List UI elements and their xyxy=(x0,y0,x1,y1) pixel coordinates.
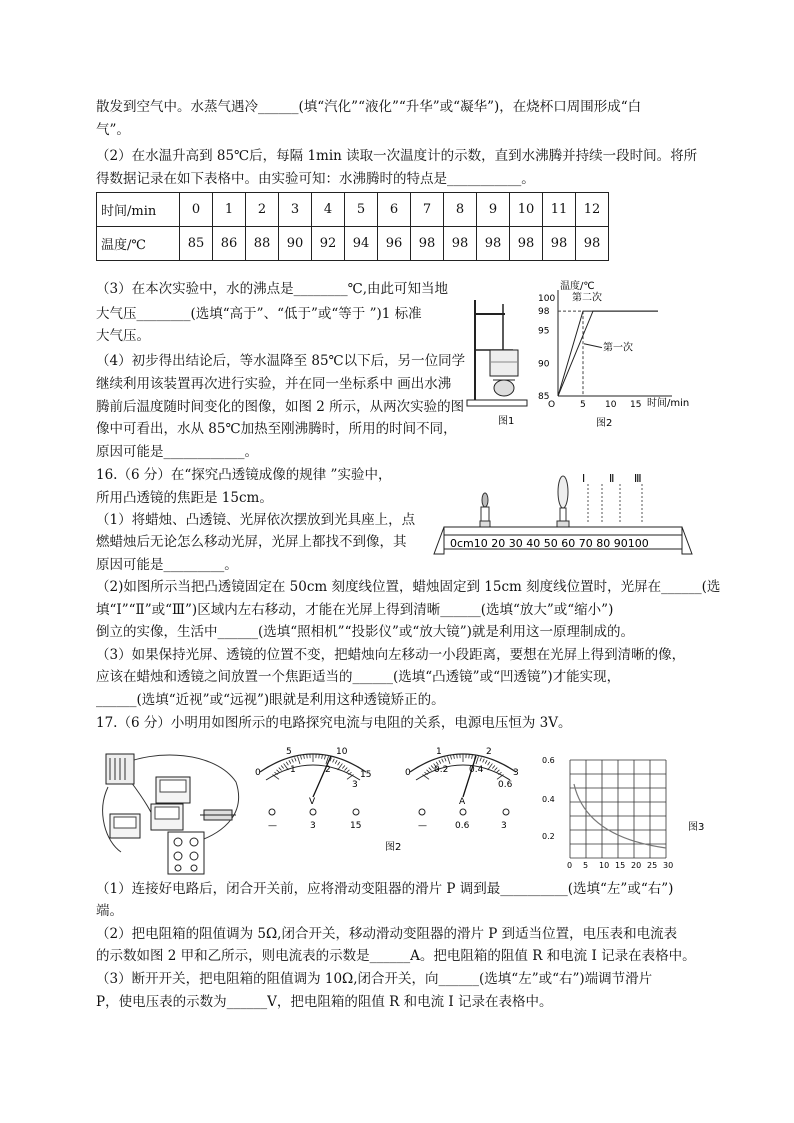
table-cell: 3 xyxy=(279,193,312,227)
y-tick-label: 0.6 xyxy=(542,756,555,765)
table-cell: 98 xyxy=(510,227,543,261)
meter-tick xyxy=(319,754,320,758)
text-line: 端。 xyxy=(96,903,123,919)
table-cell: 9 xyxy=(477,193,510,227)
y-tick-label: 0.2 xyxy=(542,832,555,841)
meter-tick xyxy=(451,756,452,760)
x-tick-label: 5 xyxy=(580,400,586,410)
text-line: 应该在蜡烛和透镜之间放置一个焦距适当的______(选填“凸透镜”或“凹透镜”)才能实现， xyxy=(96,669,621,685)
text-line: 倒立的实像，生活中______(选填“照相机”“投影仪”或“放大镜”)就是利用这一原理制成的。 xyxy=(96,624,634,640)
meter-tick xyxy=(289,760,291,764)
meter-tick xyxy=(492,765,495,768)
meter-tick xyxy=(304,755,305,759)
meter-tick xyxy=(442,759,444,763)
table-row xyxy=(97,227,609,261)
text-line: 大气压________(选填“高于”、“低于”或“等于 ”)1 标准 xyxy=(96,306,422,322)
voltmeter-terminal-15: 15 xyxy=(350,821,362,831)
table-header-time: 时间/min xyxy=(97,193,180,227)
y-tick-label: 85 xyxy=(538,392,550,402)
table-cell: 98 xyxy=(477,227,510,261)
fig1-caption: 图1 xyxy=(498,416,515,427)
region-label-2: Ⅱ xyxy=(609,472,615,485)
meter-tick xyxy=(292,759,294,763)
meter-tick xyxy=(497,770,500,773)
text-line: （2)如图所示当把凸透镜固定在 50cm 刻度线位置，蜡烛固定到 15cm 刻度线位置时，光屏在______(选 xyxy=(96,579,721,595)
y-tick-label: 90 xyxy=(538,359,550,370)
ammeter-upper-3: 3 xyxy=(513,768,519,778)
x-tick-label: 30 xyxy=(663,861,674,870)
ammeter-lower-06: 0.6 xyxy=(498,780,513,790)
current-resistance-graph xyxy=(538,752,718,877)
meter-tick xyxy=(494,768,497,771)
x-tick-label: 25 xyxy=(647,861,658,870)
y-tick-label: 100 xyxy=(538,294,556,304)
table-header-temp: 温度/℃ xyxy=(97,227,180,261)
meter-tick xyxy=(476,756,478,764)
table-cell: 7 xyxy=(411,193,444,227)
meter-tick xyxy=(273,775,279,780)
series-line-1 xyxy=(558,311,658,396)
table-row xyxy=(97,193,609,227)
ammeter-lower-02: 0.2 xyxy=(434,765,449,775)
text-line: （4）初步得出结论后，等水温降至 85℃以下后，另一位同学 xyxy=(96,353,466,369)
voltmeter-end-15: 15 xyxy=(360,770,372,780)
text-line: 所用凸透镜的焦距是 15cm。 xyxy=(96,490,273,506)
voltmeter-terminal-neg: — xyxy=(268,821,277,831)
circuit-diagram xyxy=(96,742,246,877)
boiling-apparatus-figure xyxy=(465,290,535,430)
ammeter-lower-04: 0.4 xyxy=(469,765,484,775)
table-cell: 98 xyxy=(444,227,477,261)
x-tick-label: 10 xyxy=(605,400,617,410)
meters-figure xyxy=(248,742,538,854)
meter-tick xyxy=(429,768,432,771)
voltmeter-lower-3: 3 xyxy=(352,780,358,790)
ammeter-terminal-06: 0.6 xyxy=(455,821,470,831)
table-cell: 98 xyxy=(411,227,444,261)
meter-tick xyxy=(485,760,487,764)
table-cell: 90 xyxy=(279,227,312,261)
meter-tick xyxy=(347,770,350,773)
meter-tick xyxy=(277,770,280,773)
x-tick-label: 0 xyxy=(567,861,573,870)
meter-tick xyxy=(483,759,485,763)
table-cell: 8 xyxy=(444,193,477,227)
table-cell: 2 xyxy=(246,193,279,227)
ammeter-unit: A xyxy=(459,797,466,807)
voltmeter-upper-5: 5 xyxy=(286,747,292,757)
boiling-temperature-chart xyxy=(532,278,712,433)
meter-tick xyxy=(454,755,455,759)
x-tick-label: 15 xyxy=(615,861,626,870)
meter-tick xyxy=(497,775,503,780)
bench-scale: 0cm10 20 30 40 50 60 70 80 90100 xyxy=(450,537,649,550)
meter-tick xyxy=(298,756,300,764)
text-line: 17.（6 分）小明用如图所示的电路探究电流与电阻的关系，电源电压恒为 3V。 xyxy=(96,715,572,731)
meter-tick xyxy=(322,755,323,759)
meter-tick xyxy=(457,754,458,758)
text-line: （2）把电阻箱的阻值调为 5Ω,闭合开关，移动滑动变阻器的滑片 P 到适当位置，电压表和电流表 xyxy=(96,926,678,942)
table-cell: 10 xyxy=(510,193,543,227)
table-cell: 94 xyxy=(345,227,378,261)
temperature-table xyxy=(96,192,609,261)
table-cell: 88 xyxy=(246,227,279,261)
optical-bench-figure xyxy=(430,462,695,560)
meter-tick xyxy=(427,770,430,773)
meter-tick xyxy=(342,765,345,768)
text-line: （1）将蜡烛、凸透镜、光屏依次摆放到光具座上，点 xyxy=(96,512,416,528)
meter-tick xyxy=(281,765,284,768)
table-cell: 86 xyxy=(213,227,246,261)
meter-tick xyxy=(472,755,473,759)
meter-tick xyxy=(344,768,347,771)
text-line: 原因可能是_________。 xyxy=(96,557,238,573)
meter-tick xyxy=(295,758,296,762)
table-cell: 4 xyxy=(312,193,345,227)
text-line: （1）连接好电路后，闭合开关前，应将滑动变阻器的滑片 P 调到最__________(选填“左”或“右”) xyxy=(96,881,674,897)
text-line: ______(选填“近视”或“远视”)眼就是利用这种透镜矫正的。 xyxy=(96,692,445,708)
text-line: 原因可能是____________。 xyxy=(96,444,258,460)
series1-label: 第一次 xyxy=(603,342,633,354)
voltmeter-lower-0: 0 xyxy=(255,768,261,778)
meter-tick xyxy=(448,756,450,764)
table-cell: 0 xyxy=(180,193,213,227)
meter-tick xyxy=(423,775,429,780)
table-cell: 5 xyxy=(345,193,378,227)
text-line: 腾前后温度随时间变化的图像，如图 2 所示，从两次实验的图 xyxy=(96,399,465,415)
x-axis-label: 时间/min xyxy=(647,398,690,409)
meter-tick xyxy=(480,758,481,762)
ammeter-terminal-3: 3 xyxy=(501,821,507,831)
meter-tick xyxy=(335,760,337,764)
text-line: 得数据记录在如下表格中。由实验可知：水沸腾时的特点是___________。 xyxy=(96,171,535,187)
text-line: 16.（6 分）在“探究凸透镜成像的规律 ”实验中， xyxy=(96,467,392,483)
meter-tick xyxy=(439,760,441,764)
region-label-1: Ⅰ xyxy=(582,472,586,485)
text-line: 的示数如图 2 甲和乙所示，则电流表的示数是______A。把电阻箱的阻值 R 和电流 I 记录在表格中。 xyxy=(96,948,696,964)
table-cell: 1 xyxy=(213,193,246,227)
y-tick-label: 0.4 xyxy=(542,795,555,804)
x-tick-label: 10 xyxy=(599,861,610,870)
text-line: （3）如果保持光屏、透镜的位置不变，把蜡烛向左移动一小段距离，要想在光屏上得到清晰的像， xyxy=(96,647,686,663)
ammeter-upper-1: 1 xyxy=(436,747,442,757)
x-tick-label: O xyxy=(548,400,556,410)
text-line: P，使电压表的示数为______V，把电阻箱的阻值 R 和电流 I 记录在表格中。 xyxy=(96,994,553,1010)
x-tick-label: 15 xyxy=(630,400,642,410)
table-cell: 11 xyxy=(543,193,576,227)
series1-pointer xyxy=(584,344,602,348)
table-cell: 98 xyxy=(576,227,609,261)
ammeter-needle xyxy=(463,756,476,797)
y-axis-label: 温度/℃ xyxy=(560,281,595,292)
meter-tick xyxy=(307,754,308,758)
voltmeter-terminal-3: 3 xyxy=(310,821,316,831)
ammeter-lower-0: 0 xyxy=(405,768,411,778)
table-cell: 85 xyxy=(180,227,213,261)
text-line: 燃蜡烛后无论怎么移动光屏，光屏上都找不到像，其 xyxy=(96,534,407,550)
text-line: （3）断开开关，把电阻箱的阻值调为 10Ω,闭合开关，向______(选填“左”或“右”)端调节滑片 xyxy=(96,971,653,987)
y-tick-label: 98 xyxy=(538,307,550,318)
meter-tick xyxy=(445,758,446,762)
text-line: 像中可看出，水从 85℃加热至刚沸腾时，所用的时间不同， xyxy=(96,421,457,437)
text-line: 散发到空气中。水蒸气遇冷______(填“汽化”“液化”“升华”或“凝华”)，在烧杯口周围形成“白 xyxy=(96,99,642,115)
meter-tick xyxy=(279,768,282,771)
text-line: 继续利用该装置再次进行实验，并在同一坐标系中 画出水沸 xyxy=(96,376,452,392)
table-cell: 96 xyxy=(378,227,411,261)
meter-tick xyxy=(301,756,302,760)
meter-tick xyxy=(286,762,288,765)
voltmeter-lower-2: 2 xyxy=(325,765,331,775)
meter-tick xyxy=(347,775,353,780)
table-cell: 98 xyxy=(543,227,576,261)
text-line: （3）在本次实验中，水的沸点是________℃,由此可知当地 xyxy=(96,281,448,297)
table-cell: 6 xyxy=(378,193,411,227)
text-line: 大气压。 xyxy=(96,328,150,344)
table-cell: 12 xyxy=(576,193,609,227)
text-line: 气”。 xyxy=(96,122,130,138)
text-line: 填“Ⅰ”“Ⅱ”或“Ⅲ”)区域内左右移动，才能在光屏上得到清晰______(选填“放大”或“缩小”) xyxy=(96,602,614,618)
region-label-3: Ⅲ xyxy=(634,472,642,485)
meters-caption: 图2 xyxy=(385,842,402,853)
table-cell: 92 xyxy=(312,227,345,261)
y-tick-label: 95 xyxy=(538,326,550,337)
meter-tick xyxy=(338,762,340,765)
series2-label: 第二次 xyxy=(572,292,602,304)
meter-tick xyxy=(324,756,325,760)
meter-tick xyxy=(333,759,335,763)
ammeter-upper-2: 2 xyxy=(486,747,492,757)
text-line: （2）在水温升高到 85℃后，每隔 1min 读取一次温度计的示数，直到水沸腾并持续一段时间。将所 xyxy=(96,148,698,164)
fig2-caption: 图2 xyxy=(596,418,613,429)
graph3-caption: 图3 xyxy=(688,822,705,833)
voltmeter-upper-10: 10 xyxy=(336,747,348,757)
series-line-2 xyxy=(558,311,658,396)
x-tick-label: 20 xyxy=(631,861,642,870)
voltmeter-unit: V xyxy=(309,797,316,807)
voltmeter-lower-1: 1 xyxy=(290,765,296,775)
voltmeter-needle xyxy=(313,756,331,797)
meter-tick xyxy=(469,754,470,758)
ammeter-terminal-neg: — xyxy=(418,821,427,831)
meter-tick xyxy=(488,762,490,765)
x-tick-label: 5 xyxy=(583,861,589,870)
